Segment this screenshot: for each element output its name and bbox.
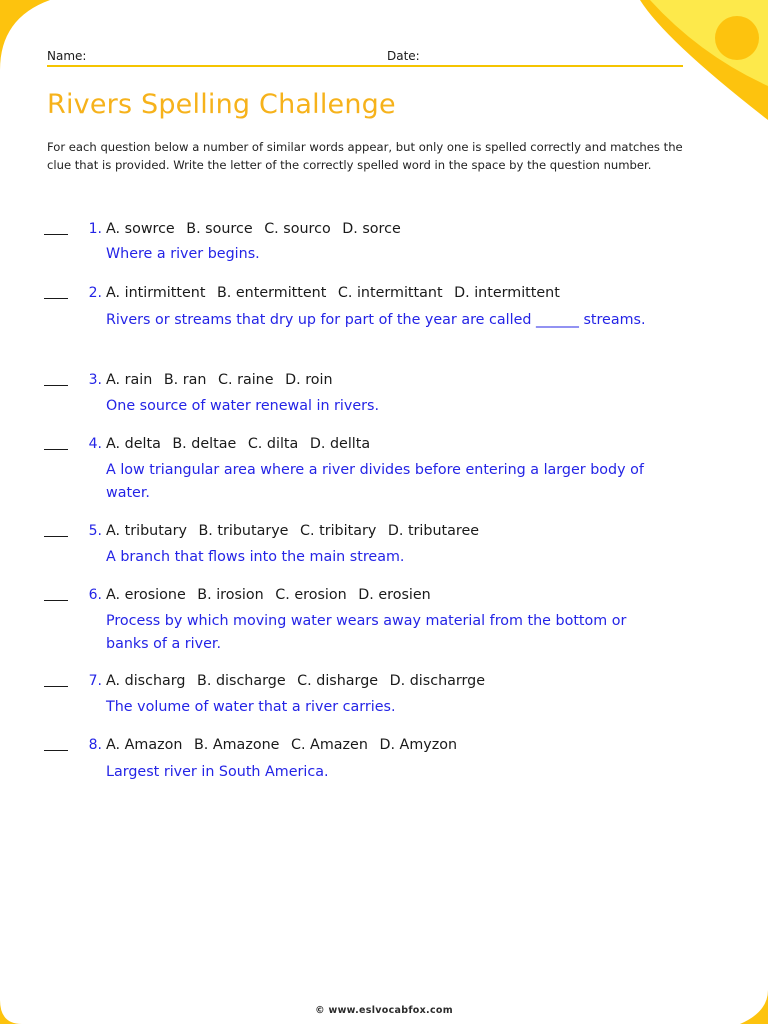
header-underline [47, 65, 683, 67]
question-number: 6. [88, 587, 102, 603]
answer-options [106, 523, 686, 539]
page-title: Rivers Spelling Challenge [47, 89, 396, 120]
option-a: A. delta [106, 436, 161, 452]
option-b: B. tributarye [198, 523, 289, 539]
option-a: A. intirmittent [106, 285, 206, 301]
date-label: Date: [387, 49, 420, 63]
question-clue: Process by which moving water wears away material from the bottom or banks of a river. [106, 613, 627, 652]
answer-blank[interactable] [44, 385, 68, 386]
question-clue: Where a river begins. [106, 246, 260, 262]
footer-copyright: © www.eslvocabfox.com [315, 1005, 453, 1016]
answer-blank[interactable] [44, 600, 68, 601]
answer-blank[interactable] [44, 234, 68, 235]
option-d: D. dellta [309, 436, 371, 452]
instructions: For each question below a number of similar words appear, but only one is spelled correctly and matches the clue that is provided. Write the letter of the correctly spelled word in the space by the question number. [47, 140, 683, 172]
answer-blank[interactable] [44, 449, 68, 450]
answer-blank[interactable] [44, 536, 68, 537]
option-c: C. Amazen [290, 737, 368, 753]
option-c: C. tribitary [300, 523, 377, 539]
option-c: C. sourco [264, 221, 331, 237]
answer-blank[interactable] [44, 298, 68, 299]
option-d: D. tributaree [387, 523, 480, 539]
answer-blank[interactable] [44, 686, 68, 687]
answer-options [106, 673, 686, 689]
option-b: B. entermittent [216, 285, 327, 301]
option-b: B. source [186, 221, 253, 237]
answer-options [106, 221, 686, 237]
option-d: D. discharrge [389, 673, 486, 689]
question-number: 2. [88, 285, 102, 301]
option-c: C. erosion [275, 587, 347, 603]
question-number: 7. [88, 673, 102, 689]
option-b: B. discharge [197, 673, 286, 689]
option-d: D. sorce [342, 221, 401, 237]
option-a: A. tributary [106, 523, 187, 539]
question-number: 8. [88, 737, 102, 753]
option-d: D. roin [285, 372, 333, 388]
question-clue: One source of water renewal in rivers. [106, 398, 380, 414]
option-a: A. sowrce [106, 221, 175, 237]
option-b: B. ran [163, 372, 207, 388]
option-a: A. discharg [106, 673, 186, 689]
option-c: C. dilta [247, 436, 299, 452]
name-label: Name: [47, 49, 87, 63]
option-c: C. disharge [297, 673, 379, 689]
answer-options [106, 737, 686, 753]
answer-blank[interactable] [44, 750, 68, 751]
answer-options [106, 285, 686, 301]
option-d: D. Amyzon [379, 737, 458, 753]
header-row [47, 48, 683, 66]
option-b: B. deltae [172, 436, 237, 452]
question-number: 3. [88, 372, 102, 388]
question-number: 4. [88, 436, 102, 452]
answer-options [106, 436, 686, 452]
option-c: C. intermittant [337, 285, 443, 301]
question-clue: Rivers or streams that dry up for part of the year are called ______ streams. [106, 312, 646, 328]
option-c: C. raine [218, 372, 274, 388]
question-clue: A branch that flows into the main stream. [106, 549, 405, 565]
question-clue: A low triangular area where a river divides before entering a larger body of water. [106, 462, 644, 501]
answer-options [106, 587, 686, 603]
question-clue: Largest river in South America. [106, 764, 329, 780]
option-b: B. Amazone [193, 737, 280, 753]
option-b: B. irosion [197, 587, 264, 603]
question-clue: The volume of water that a river carries. [106, 699, 396, 715]
option-d: D. erosien [358, 587, 431, 603]
question-number: 5. [88, 523, 102, 539]
question-number: 1. [88, 221, 102, 237]
option-a: A. rain [106, 372, 153, 388]
option-a: A. erosione [106, 587, 186, 603]
option-a: A. Amazon [106, 737, 183, 753]
answer-options [106, 372, 686, 388]
option-d: D. intermittent [454, 285, 560, 301]
